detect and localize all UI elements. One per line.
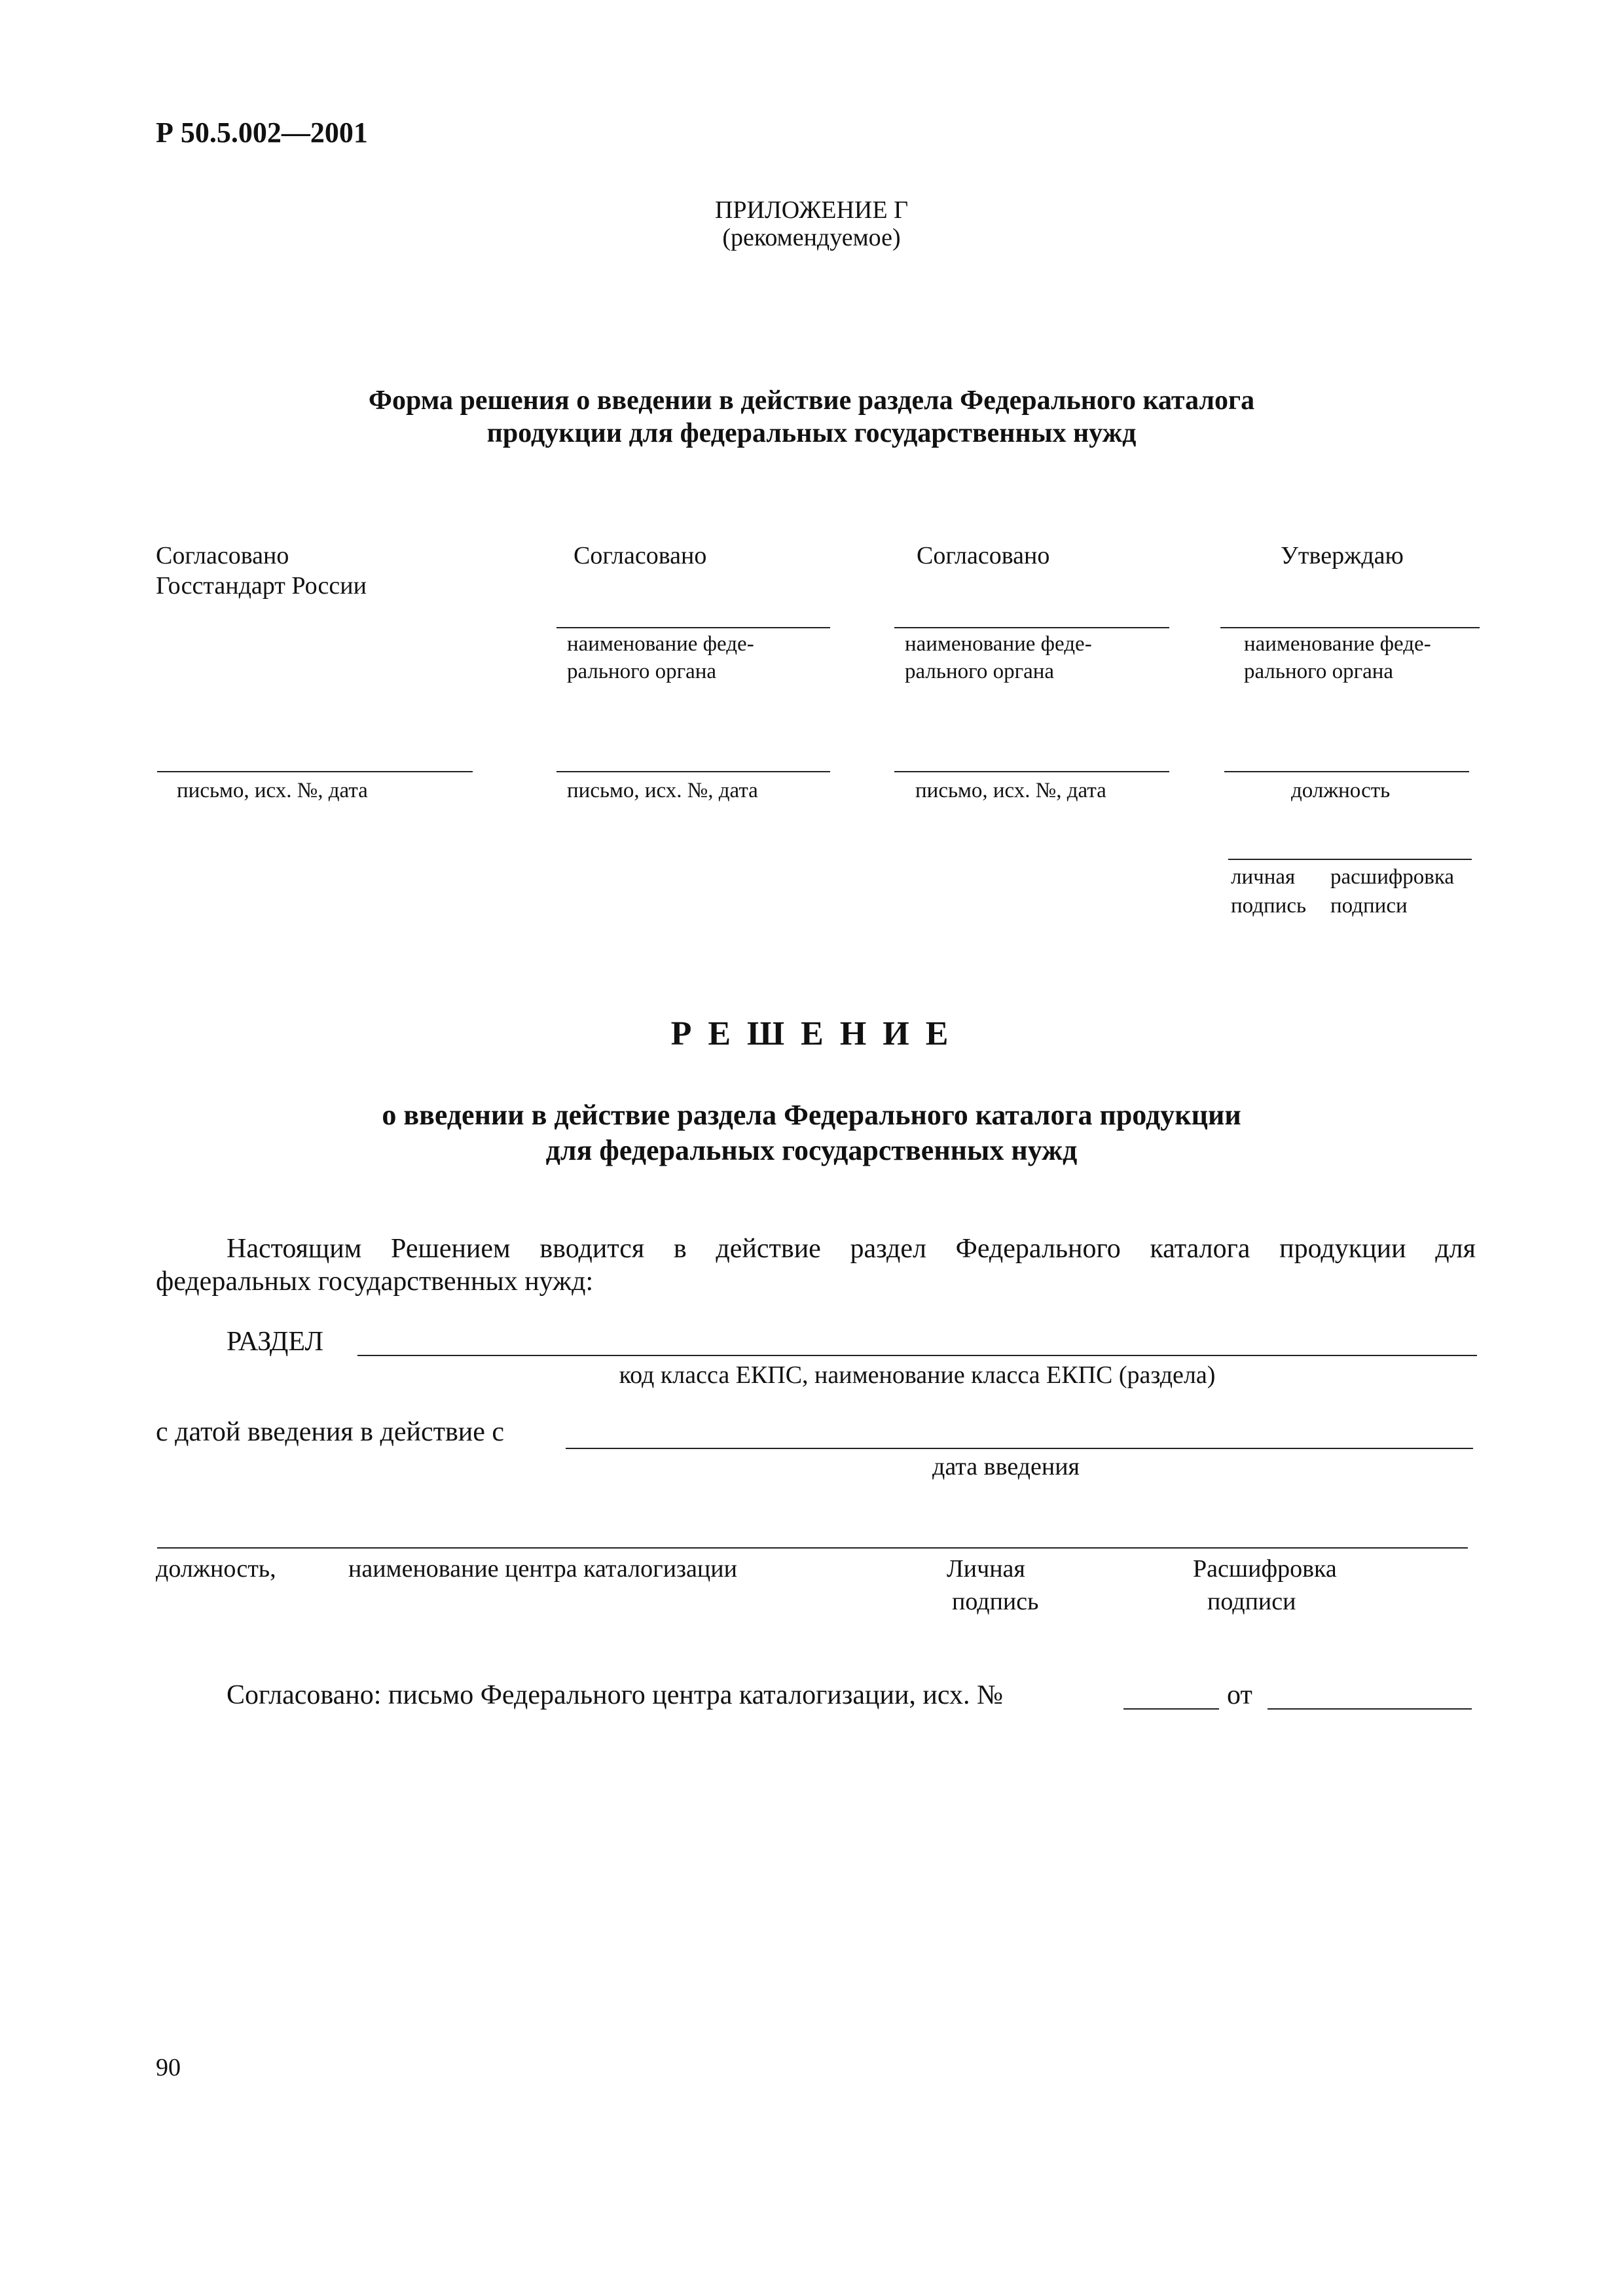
col4-sig-label2-line2: подписи	[1330, 894, 1408, 918]
date-label: с датой введения в действие с	[156, 1417, 505, 1447]
col4-signature-line	[1228, 859, 1472, 860]
decision-title: Р Е Ш Е Н И Е	[670, 1015, 953, 1052]
col2-heading: Согласовано	[574, 542, 707, 569]
col1-letter-caption: письмо, исх. №, дата	[177, 779, 368, 802]
col4-org-caption-line2: рального органа	[1244, 660, 1394, 683]
body-word: раздел	[850, 1234, 926, 1264]
col2-org-caption-line1: наименование феде-	[567, 632, 754, 656]
agreement-text: Согласовано: письмо Федерального центра каталогизации, исх. №	[227, 1680, 1004, 1710]
col4-sig-label1-line1: личная	[1231, 865, 1296, 889]
body-word: продукции	[1279, 1234, 1406, 1264]
center-name-caption: наименование центра каталогизации	[348, 1555, 737, 1583]
signature-decode-line1: Расшифровка	[1193, 1555, 1337, 1583]
section-field-line	[357, 1355, 1477, 1356]
col4-position-line	[1224, 771, 1469, 772]
signature-row-line	[157, 1547, 1468, 1549]
body-word: Федерального	[955, 1234, 1121, 1264]
agreement-number-line	[1123, 1708, 1219, 1710]
body-word: в	[673, 1234, 687, 1264]
col3-org-line	[894, 627, 1169, 628]
date-field-line	[566, 1448, 1473, 1449]
col4-sig-label2-line1: расшифровка	[1330, 865, 1455, 889]
appendix-subtitle: (рекомендуемое)	[722, 224, 901, 251]
col3-letter-caption: письмо, исх. №, дата	[915, 779, 1106, 802]
body-paragraph-line2: федеральных государственных нужд:	[156, 1266, 594, 1297]
col4-sig-label1-line2: подпись	[1231, 894, 1307, 918]
body-word: Настоящим	[227, 1234, 362, 1264]
col3-org-caption-line1: наименование феде-	[905, 632, 1092, 656]
col1-org: Госстандарт России	[156, 572, 367, 600]
body-word: для	[1435, 1234, 1476, 1264]
form-title-line2: продукции для федеральных государственных нужд	[486, 418, 1137, 448]
section-label: РАЗДЕЛ	[227, 1327, 323, 1357]
decision-subtitle-line1: о введении в действие раздела Федерального каталога продукции	[382, 1099, 1241, 1131]
col3-org-caption-line2: рального органа	[905, 660, 1055, 683]
decision-subtitle-line2: для федеральных государственных нужд	[545, 1134, 1078, 1166]
col1-letter-line	[157, 771, 473, 772]
col4-heading: Утверждаю	[1281, 542, 1404, 569]
document-code: Р 50.5.002—2001	[156, 117, 368, 149]
personal-signature-line1: Личная	[947, 1555, 1025, 1583]
col4-position-caption: должность	[1291, 779, 1391, 802]
col3-letter-line	[894, 771, 1169, 772]
body-paragraph-line1	[227, 1232, 1476, 1266]
appendix-title: ПРИЛОЖЕНИЕ Г	[714, 196, 909, 224]
body-word: вводится	[539, 1234, 645, 1264]
date-caption: дата введения	[932, 1453, 1080, 1480]
col2-letter-caption: письмо, исх. №, дата	[567, 779, 758, 802]
signature-decode-line2: подписи	[1207, 1588, 1296, 1615]
body-word: каталога	[1150, 1234, 1250, 1264]
position-caption: должность,	[156, 1555, 276, 1583]
col1-heading: Согласовано	[156, 542, 289, 569]
personal-signature-line2: подпись	[952, 1588, 1039, 1615]
section-caption: код класса ЕКПС, наименование класса ЕКПС (раздела)	[619, 1361, 1216, 1389]
col3-heading: Согласовано	[917, 542, 1050, 569]
col4-org-line	[1220, 627, 1480, 628]
col2-org-line	[556, 627, 830, 628]
col2-letter-line	[556, 771, 830, 772]
col4-org-caption-line1: наименование феде-	[1244, 632, 1431, 656]
body-word: действие	[716, 1234, 821, 1264]
form-title-line1: Форма решения о введении в действие раздела Федерального каталога	[368, 386, 1255, 416]
agreement-date-line	[1267, 1708, 1472, 1710]
col2-org-caption-line2: рального органа	[567, 660, 717, 683]
body-word: Решением	[391, 1234, 511, 1264]
page-number: 90	[156, 2054, 181, 2081]
agreement-from-label: от	[1227, 1680, 1252, 1710]
